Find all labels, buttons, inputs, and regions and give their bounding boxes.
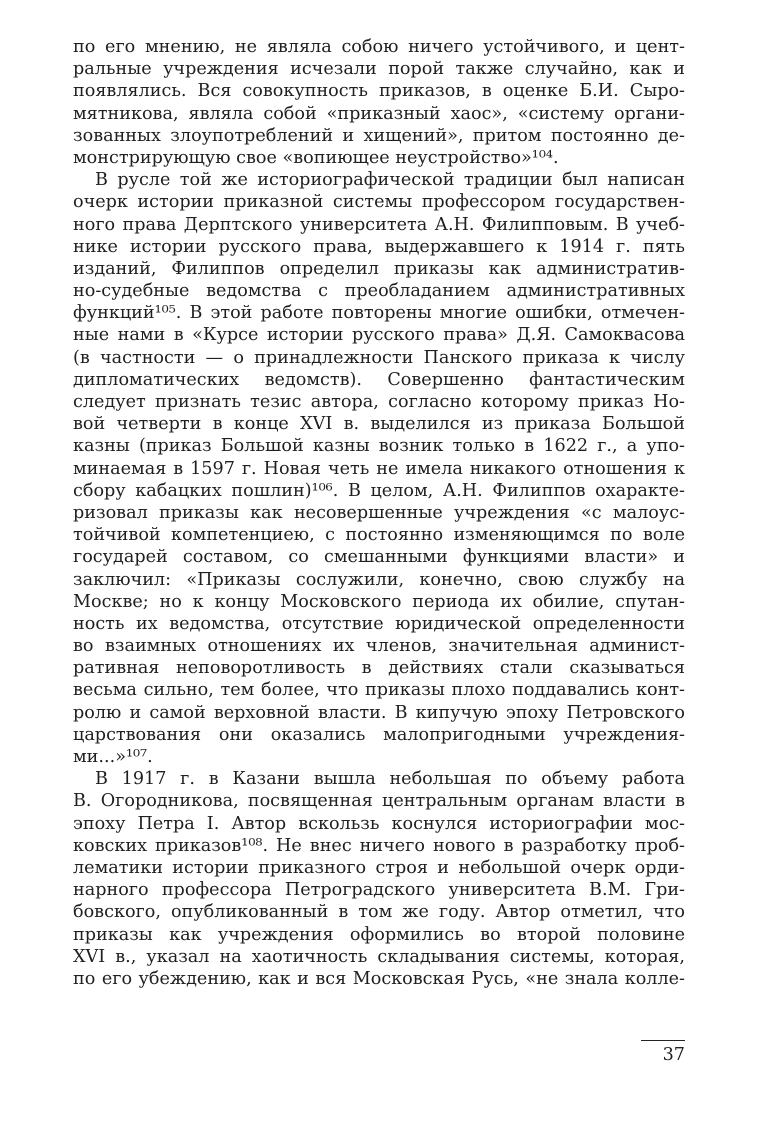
text-line: заключил: «Приказы сослужили, конечно, свою службу на xyxy=(73,569,685,590)
text-line: бовского, опубликованный в том же году. Автор отметил, что xyxy=(73,902,685,923)
text-line: эпоху Петра I. Автор вскользь коснулся историографии мос- xyxy=(73,813,685,834)
text-line: ного права Дерптского университета А.Н. Филипповым. В учеб- xyxy=(73,214,685,235)
text-line: функций¹⁰⁵. В этой работе повторены многие ошибки, отмечен- xyxy=(73,303,685,324)
text-line: ность их ведомства, отсутствие юридической определенности xyxy=(73,613,685,634)
text-line: тойчивой компетенциею, с постоянно изменяющимся по воле xyxy=(73,525,685,546)
text-line: монстрирующую свое «вопиющее неустройство»¹⁰⁴. xyxy=(73,147,559,168)
paragraph-1 xyxy=(73,36,685,169)
text-line: изданий, Филиппов определил приказы как административ- xyxy=(73,258,685,279)
text-line: ративная неповоротливость в действиях стали сказываться xyxy=(73,658,685,679)
text-line: В. Огородникова, посвященная центральным органам власти в xyxy=(73,791,685,812)
text-line: появлялись. Вся совокупность приказов, в оценке Б.И. Сыро- xyxy=(73,81,685,102)
page-number-block xyxy=(641,1040,685,1065)
text-line: (в частности — о принадлежности Панского приказа к числу xyxy=(73,347,685,368)
text-line: В 1917 г. в Казани вышла небольшая по объему работа xyxy=(95,769,685,790)
text-line: лематики истории приказного строя и небольшой очерк орди- xyxy=(73,857,685,878)
page-number-rule xyxy=(641,1040,685,1041)
text-line: приказы как учреждения оформились во второй половине xyxy=(73,924,685,945)
text-line: очерк истории приказной системы профессором государствен- xyxy=(73,192,685,213)
text-line: ковских приказов¹⁰⁸. Не внес ничего нового в разработку проб- xyxy=(73,835,685,856)
text-line: ные нами в «Курсе истории русского права» Д.Я. Самоквасова xyxy=(73,325,685,346)
text-line: ризовал приказы как несовершенные учреждения «с малоус- xyxy=(73,502,685,523)
text-line: нике истории русского права, выдержавшего к 1914 г. пять xyxy=(73,236,685,257)
paragraph-3 xyxy=(73,768,685,990)
text-line: царствования они оказались малопригодными учреждения- xyxy=(73,724,685,745)
text-line: весьма сильно, тем более, что приказы плохо поддавались конт- xyxy=(73,680,685,701)
text-line: вой четверти в конце XVI в. выделился из приказа Большой xyxy=(73,414,685,435)
text-line: государей составом, со смешанными функциями власти» и xyxy=(73,547,685,568)
text-line: следует признать тезис автора, согласно которому приказ Но- xyxy=(73,392,685,412)
text-line: ми...»¹⁰⁷. xyxy=(73,747,153,767)
page-text xyxy=(73,36,685,990)
text-line: дипломатических ведомств). Совершенно фантастическим xyxy=(73,369,685,390)
text-line: во взаимных отношениях их членов, значительная админист- xyxy=(73,636,685,657)
text-line: зованных злоупотреблений и хищений», притом постоянно де- xyxy=(73,125,685,146)
text-line: мятникова, являла собой «приказный хаос», «систему органи- xyxy=(73,103,685,124)
text-line: нарного профессора Петроградского университета В.М. Гри- xyxy=(73,880,685,901)
text-line: сбору кабацких пошлин)¹⁰⁶. В целом, А.Н. Филиппов охаракте- xyxy=(73,480,685,501)
text-line: казны (приказ Большой казны возник только в 1622 г., а упо- xyxy=(73,436,685,457)
text-line: Москве; но к концу Московского периода их обилие, спутан- xyxy=(73,591,685,612)
text-line: по его убеждению, как и вся Московская Русь, «не знала колле- xyxy=(73,968,685,989)
page-number: 37 xyxy=(662,1045,685,1065)
paragraph-2 xyxy=(73,169,685,768)
text-line: В русле той же историографической традиции был написан xyxy=(95,170,685,191)
text-line: по его мнению, не являла собою ничего устойчивого, и цент- xyxy=(73,37,685,57)
text-line: минаемая в 1597 г. Новая четь не имела никакого отношения к xyxy=(73,458,685,479)
text-line: XVI в., указал на хаотичность складывания системы, которая, xyxy=(73,946,685,967)
text-line: ральные учреждения исчезали порой также случайно, как и xyxy=(73,59,685,80)
text-line: ролю и самой верховной власти. В кипучую эпоху Петровского xyxy=(73,702,685,723)
text-line: но-судебные ведомства с преобладанием административных xyxy=(73,281,685,302)
